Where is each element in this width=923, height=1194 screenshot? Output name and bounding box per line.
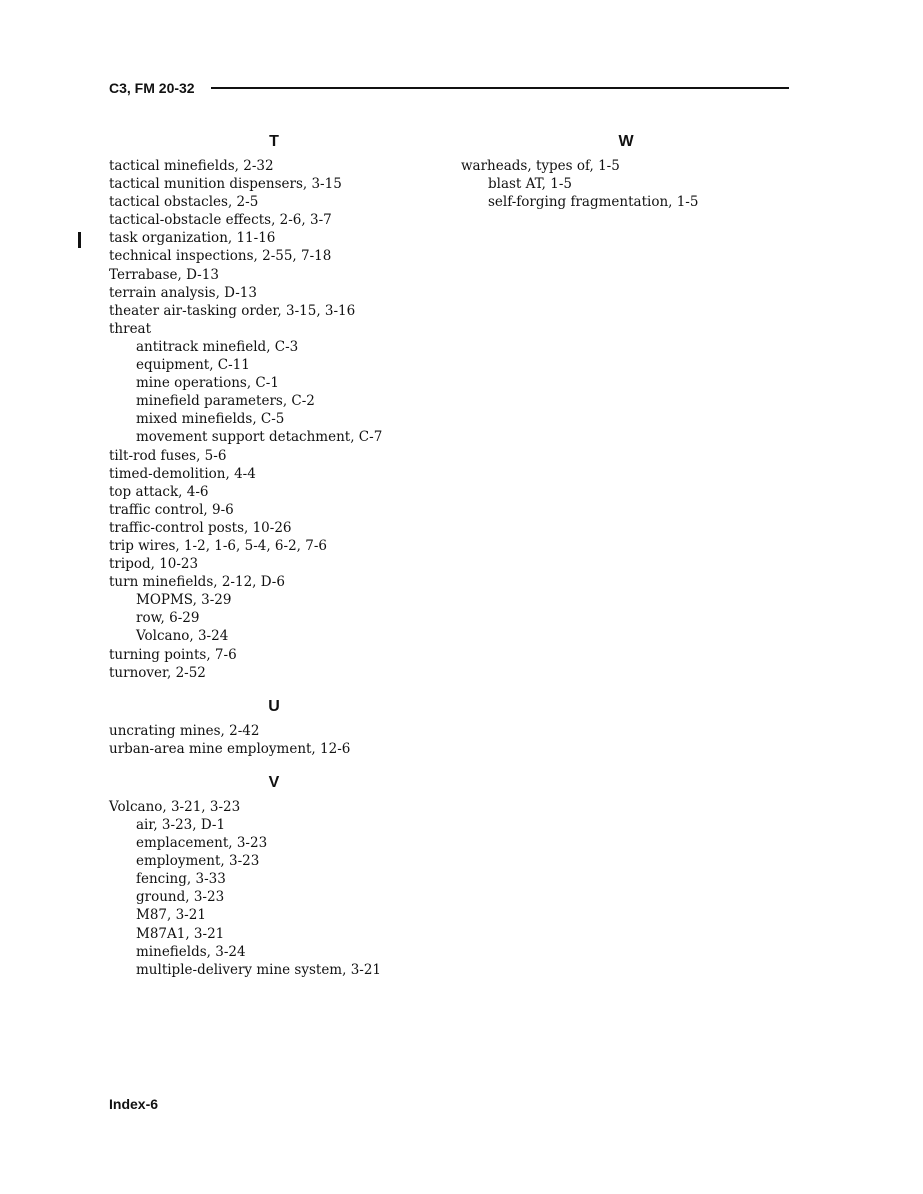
index-entry: theater air-tasking order, 3-15, 3-16 <box>109 302 356 319</box>
section-letter-v: V <box>268 773 280 791</box>
index-entry: traffic-control posts, 10-26 <box>109 519 292 536</box>
index-subentry: Volcano, 3-24 <box>136 628 229 645</box>
index-entry: top attack, 4-6 <box>109 483 209 500</box>
index-subentry: minefield parameters, C-2 <box>136 393 315 410</box>
page-footer: Index-6 <box>109 1096 159 1112</box>
index-entry: technical inspections, 2-55, 7-18 <box>109 248 332 265</box>
index-entry: tripod, 10-23 <box>109 556 199 573</box>
index-subentry: multiple-delivery mine system, 3-21 <box>136 961 382 978</box>
index-subentry: fencing, 3-33 <box>136 871 226 888</box>
index-subentry: MOPMS, 3-29 <box>136 592 232 609</box>
index-entry: turn minefields, 2-12, D-6 <box>109 574 285 591</box>
index-subentry: self-forging fragmentation, 1-5 <box>488 194 699 211</box>
index-subentry: employment, 3-23 <box>136 853 260 870</box>
index-subentry: air, 3-23, D-1 <box>136 817 226 833</box>
index-entry: tilt-rod fuses, 5-6 <box>109 447 227 464</box>
index-entry: warheads, types of, 1-5 <box>461 158 620 174</box>
index-subentry: movement support detachment, C-7 <box>136 429 383 446</box>
index-subentry: blast AT, 1-5 <box>488 176 573 193</box>
index-subentry: mine operations, C-1 <box>136 375 279 392</box>
section-gap <box>109 682 439 696</box>
index-entry: timed-demolition, 4-4 <box>109 465 256 482</box>
header-rule <box>211 87 789 89</box>
section-gap <box>109 758 439 772</box>
header-title: C3, FM 20-32 <box>109 80 195 96</box>
page-header <box>109 78 789 98</box>
index-subentry: antitrack minefield, C-3 <box>136 338 299 355</box>
index-entry: threat <box>109 320 152 337</box>
index-subentry: M87, 3-21 <box>136 907 206 924</box>
index-entry: tactical-obstacle effects, 2-6, 3-7 <box>109 212 332 229</box>
index-subentry: row, 6-29 <box>136 610 200 627</box>
index-entry: turnover, 2-52 <box>109 664 206 681</box>
section-letter-t: T <box>269 133 279 150</box>
index-entry: traffic control, 9-6 <box>109 501 234 518</box>
index-subentry: M87A1, 3-21 <box>136 925 225 942</box>
index-column-left <box>109 131 439 979</box>
index-entry: uncrating mines, 2-42 <box>109 722 260 739</box>
index-entry: urban-area mine employment, 12-6 <box>109 740 351 757</box>
index-entry: tactical obstacles, 2-5 <box>109 194 259 211</box>
section-letter-w: W <box>618 133 634 150</box>
change-bar <box>78 232 81 248</box>
index-entry: tactical minefields, 2-32 <box>109 158 274 174</box>
index-entry: Volcano, 3-21, 3-23 <box>109 798 241 815</box>
index-entry: trip wires, 1-2, 1-6, 5-4, 6-2, 7-6 <box>109 537 327 554</box>
index-subentry: equipment, C-11 <box>136 357 250 374</box>
index-entry: turning points, 7-6 <box>109 646 237 663</box>
index-subentry: mixed minefields, C-5 <box>136 411 285 428</box>
index-entry: Terrabase, D-13 <box>109 266 219 283</box>
index-subentry: minefields, 3-24 <box>136 943 246 960</box>
index-entry: task organization, 11-16 <box>109 230 276 247</box>
index-column-right <box>461 131 791 211</box>
section-letter-u: U <box>268 697 280 715</box>
index-entry: tactical munition dispensers, 3-15 <box>109 176 342 193</box>
index-subentry: ground, 3-23 <box>136 889 225 906</box>
index-subentry: emplacement, 3-23 <box>136 835 268 852</box>
index-entry: terrain analysis, D-13 <box>109 284 257 301</box>
